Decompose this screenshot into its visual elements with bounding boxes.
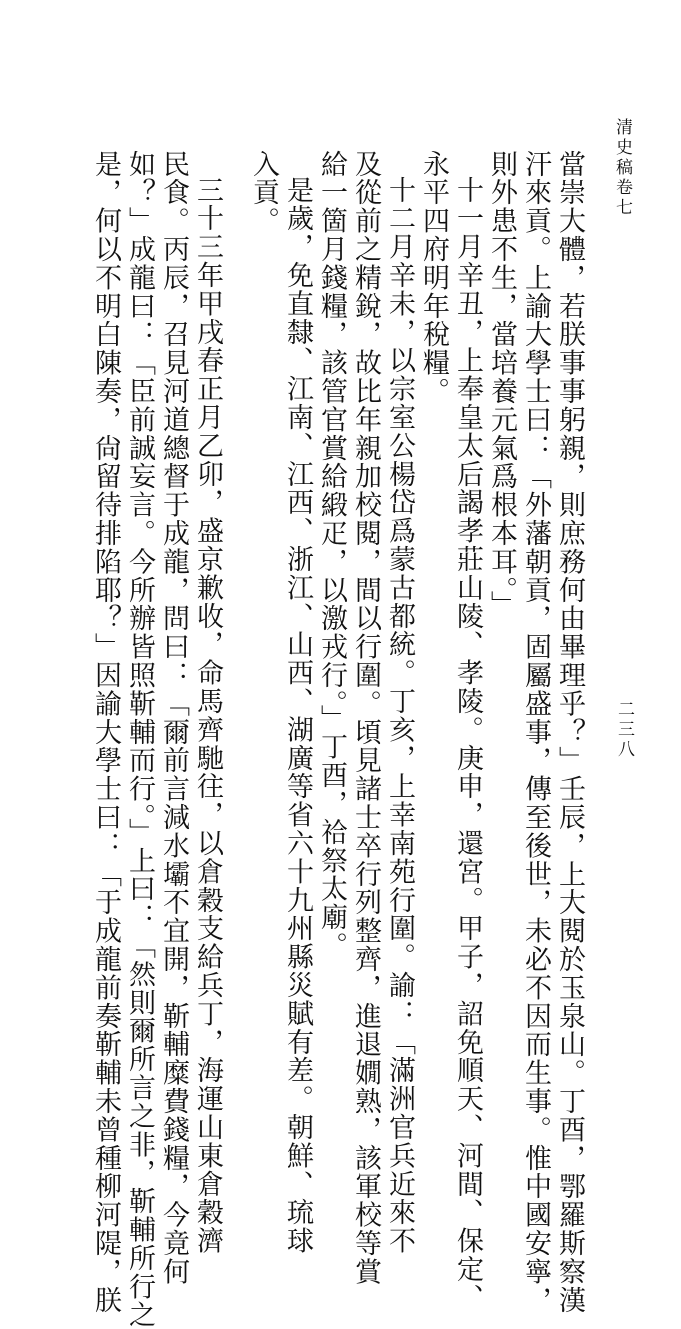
text-column: 十二月辛未，以宗室公楊岱爲蒙古都統。丁亥，上幸南苑行圍。諭：「滿洲官兵近來不 [384, 176, 415, 1256]
text-column: 三十三年甲戌春正月乙卯，盛京歉收，命馬齊馳往，以倉穀支給兵丁，海運山東倉穀濟 [192, 176, 223, 1256]
text-column: 入貢。 [248, 150, 279, 236]
text-column: 是，何以不明白陳奏，尙留待排陷耶？」因諭大學士曰：「于成龍前奏靳輔未曾種柳河隄，朕 [90, 150, 121, 1315]
text-column: 十一月辛丑，上奉皇太后謁孝莊山陵、孝陵。庚申，還宮。甲子，詔免順天、河間、保定、 [452, 176, 483, 1312]
book-title: 清史稿卷七 [612, 118, 632, 218]
text-column: 如？」成龍曰：「臣前誠妄言。今所辦皆照靳輔而行。」上曰：「然則爾所言之非，靳輔所行之 [124, 150, 155, 1329]
text-column: 是歲，免直隸、江南、江西、浙江、山西、湖廣等省六十九州縣災賦有差。朝鮮、琉球 [282, 176, 313, 1256]
text-column: 民食。丙辰，召見河道總督于成龍，問曰：「爾前言減水壩不宜開，靳輔糜費錢糧，今竟何 [158, 150, 189, 1286]
text-column: 汗來貢。上諭大學士曰：「外藩朝貢，固屬盛事，傳至後世，未必不因而生事。惟中國安寧， [520, 150, 551, 1315]
text-column: 則外患不生，當培養元氣爲根本耳。」 [486, 150, 517, 620]
text-column: 永平四府明年稅糧。 [418, 150, 449, 406]
text-column: 當崇大體，若朕事事躬親，則庶務何由畢理乎？」壬辰，上大閱於玉泉山。丁酉，鄂羅斯察漢 [554, 150, 585, 1315]
text-column: 給一箇月錢糧，該管官賞給緞疋，以激戎行。」丁酉，祫祭太廟。 [316, 150, 347, 961]
text-column: 及從前之精銳，故比年親加校閱，間以行圍。頃見諸士卒行列整齊，進退嫺熟，該軍校等賞 [350, 150, 381, 1286]
page-number: 二三八 [614, 700, 634, 760]
